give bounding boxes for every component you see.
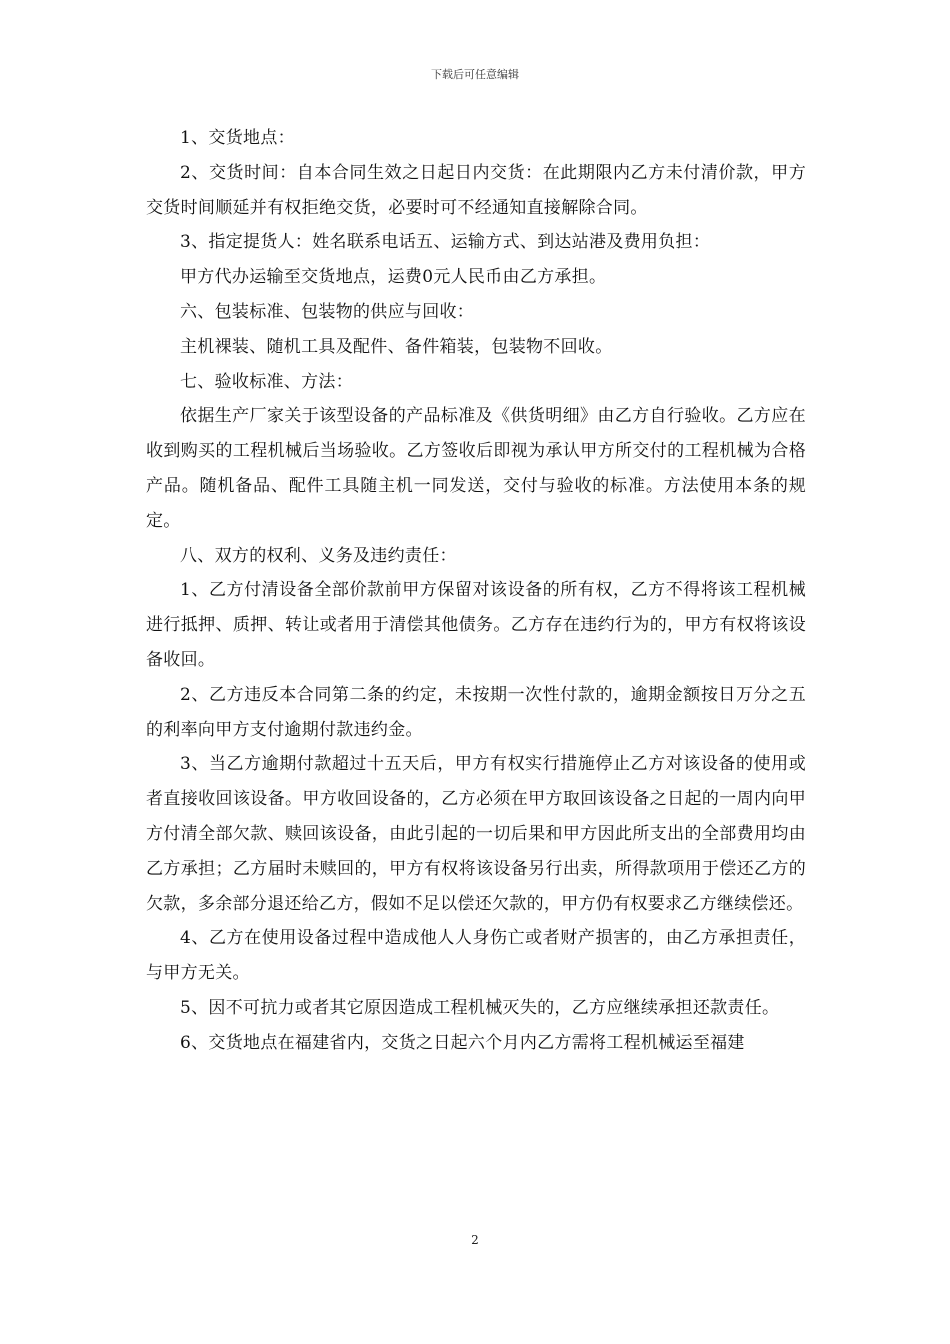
- paragraph: 主机裸装、随机工具及配件、备件箱装，包装物不回收。: [180, 336, 613, 357]
- paragraph: 2、乙方违反本合同第二条的约定，未按期一次性付款的，逾期金额按日万分之五的利率向甲方支付逾期付款违约金。: [146, 684, 806, 740]
- paragraph: 1、乙方付清设备全部价款前甲方保留对该设备的所有权，乙方不得将该工程机械进行抵押、质押、转让或者用于清偿其他债务。乙方存在违约行为的，甲方有权将该设备收回。: [146, 580, 806, 670]
- page-number: 2: [471, 1233, 479, 1247]
- document-body: [146, 121, 806, 1061]
- paragraph: 甲方代办运输至交货地点，运费0元人民币由乙方承担。: [180, 267, 607, 288]
- paragraph: 依据生产厂家关于该型设备的产品标准及《供货明细》由乙方自行验收。乙方应在收到购买的工程机械后当场验收。乙方签收后即视为承认甲方所交付的工程机械为合格产品。随机备品、配件工具随主机一同发送，交付与验收的标准。方法使用本条的规定。: [146, 406, 806, 531]
- paragraph: 1、交货地点：: [180, 128, 295, 148]
- paragraph: 6、交货地点在福建省内，交货之日起六个月内乙方需将工程机械运至福建: [180, 1032, 745, 1053]
- paragraph: 2、交货时间：自本合同生效之日起日内交货：在此期限内乙方未付清价款，甲方交货时间顺延并有权拒绝交货，必要时可不经通知直接解除合同。: [146, 162, 806, 218]
- paragraph: 八、双方的权利、义务及违约责任：: [180, 545, 457, 566]
- paragraph: 3、当乙方逾期付款超过十五天后，甲方有权实行措施停止乙方对该设备的使用或者直接收回该设备。甲方收回设备的，乙方必须在甲方取回该设备之日起的一周内向甲方付清全部欠款、赎回该设备，由此引起的一切后果和甲方因此所支出的全部费用均由乙方承担；乙方届时未赎回的，甲方有权将该设备另行出卖，所得款项用于偿还乙方的欠款，多余部分退还给乙方，假如不足以偿还欠款的，甲方仍有权要求乙方继续偿还。: [146, 754, 806, 914]
- paragraph: 六、包装标准、包装物的供应与回收：: [180, 301, 475, 322]
- paragraph: 七、验收标准、方法：: [180, 371, 353, 392]
- paragraph: 4、乙方在使用设备过程中造成他人人身伤亡或者财产损害的，由乙方承担责任，与甲方无关。: [146, 928, 806, 984]
- paragraph: 5、因不可抗力或者其它原因造成工程机械灭失的，乙方应继续承担还款责任。: [180, 997, 780, 1018]
- page-header-note: 下载后可任意编辑: [431, 68, 519, 81]
- paragraph: 3、指定提货人：姓名联系电话五、运输方式、到达站港及费用负担：: [180, 232, 711, 253]
